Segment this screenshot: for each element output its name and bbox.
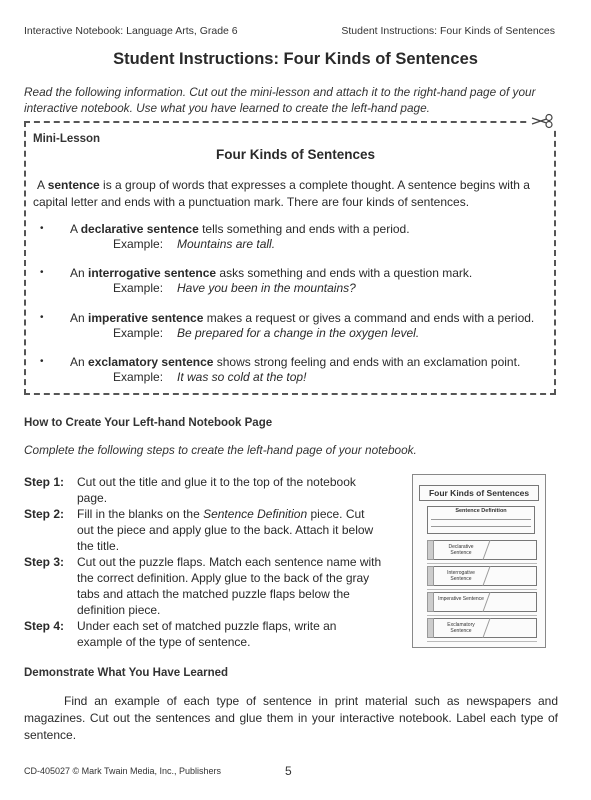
demonstrate-heading: Demonstrate What You Have Learned [24,667,229,679]
thumbnail-definition-piece: Sentence Definition [427,506,535,534]
howto-heading: How to Create Your Left-hand Notebook Page [24,417,273,429]
example-line: Example: Have you been in the mountains? [113,281,356,295]
mini-lesson-label: Mini-Lesson [33,133,101,145]
header-right: Student Instructions: Four Kinds of Sentences [341,25,555,37]
thumbnail-flap: Interrogative Sentence [427,566,537,586]
thumbnail-flap: Imperative Sentence [427,592,537,612]
page-number: 5 [285,764,292,778]
bullet: • [40,223,44,234]
footer-copyright: CD-405027 © Mark Twain Media, Inc., Publishers [24,766,222,776]
mini-lesson-title: Four Kinds of Sentences [215,147,376,162]
thumbnail-flap: Exclamatory Sentence [427,618,537,638]
step-1: Step 1: Cut out the title and glue it to the top of the notebook page. [24,475,356,505]
page-title: Student Instructions: Four Kinds of Sentences [113,50,478,68]
thumbnail-flap: Declarative Sentence [427,540,537,560]
example-line: Example: It was so cold at the top! [113,370,307,384]
example-line: Example: Be prepared for a change in the oxygen level. [113,326,420,340]
step-4: Step 4: Under each set of matched puzzle flaps, write an example of the type of sentence. [24,619,337,649]
worksheet-page: Interactive Notebook: Language Arts, Grade 6 Student Instructions: Four Kinds of Sentences Student Instructions: Four Kinds of Sentences Read the following information. Cut out the mini-lesson and attach it to the right-hand page of your interactive notebook. Use what you have learned to create the left-hand page. Mini-Lesson Four Kinds of Sentences A sentence is a group of words that expresses a complete thought. A sentence begins with a capital letter and ends with a punctuation mark. There are four kinds of sentences. • A declarative sentence tells something and ends with a period. Example: Mountains are tall. • An interrogative sentence asks something and ends with a question mark. Example: Have you been in the mountains? • An imperative sentence makes a request or gives a command and ends with a period. Example: Be prepared for a change in the oxygen level. • An exclamatory sentence shows strong feeling and ends with an exclamation point. Example: It was so cold at the top! How to Create Your Left-hand Notebook Page Complete the following steps to create the left-hand page of your notebook. Step 1: Cut out the title and glue it to the top of the notebook page. Step 2: Fill in the blanks on the Sentence Definition piece. Cut out the piece and apply glue to the back. Attach it below the title. Step 3: Cut out the puzzle flaps. Match each sentence name with the correct definition. Apply glue to the back of the gray tabs and attach the matched puzzle flaps below the definition piece. Step 4: Under each set of matched puzzle flaps, write an example of the type of sentence. Four Kinds of Sentences Sentence Definition Declarative Sentence Interrogative Sentence Imperative Sentence Exclamatory Sentence Demonstrate What You Have Learned Find an example of each type of sentence in print material such as newspapers and magazines. Cut out the sentences and glue them in your interactive notebook. Label each type of sentence. CD-405027 © Mark Twain Media, Inc., Publishers 5 [0,0,591,800]
step-3: Step 3: Cut out the puzzle flaps. Match each sentence name with the correct definition. Apply glue to the back of the gray tabs and attach the matched puzzle flaps below the definition piece. [24,555,382,617]
bullet: • [40,267,44,278]
intro-instructions: Read the following information. Cut out the mini-lesson and attach it to the right-hand page of your interactive notebook. Use what you have learned to create the left-hand page. [24,85,536,115]
demonstrate-text: Find an example of each type of sentence in print material such as newspapers and magazines. Cut out the sentences and glue them in your interactive notebook. Label each type of sentence. [24,694,558,742]
howto-subheading: Complete the following steps to create the left-hand page of your notebook. [24,443,417,457]
steps-list [24,474,384,650]
thumbnail-title: Four Kinds of Sentences [419,485,539,501]
step-2: Step 2: Fill in the blanks on the Sentence Definition piece. Cut out the piece and apply glue to the back. Attach it below the title. [24,507,374,553]
notebook-page-thumbnail [412,474,546,648]
header-left: Interactive Notebook: Language Arts, Grade 6 [24,25,238,37]
bullet: • [40,356,44,367]
mini-lesson-intro: A sentence is a group of words that expresses a complete thought. A sentence begins with a capital letter and ends with a punctuation mark. There are four kinds of sentences. [33,178,530,209]
scissors-icon [528,113,556,129]
bullet: • [40,312,44,323]
example-line: Example: Mountains are tall. [113,237,276,251]
